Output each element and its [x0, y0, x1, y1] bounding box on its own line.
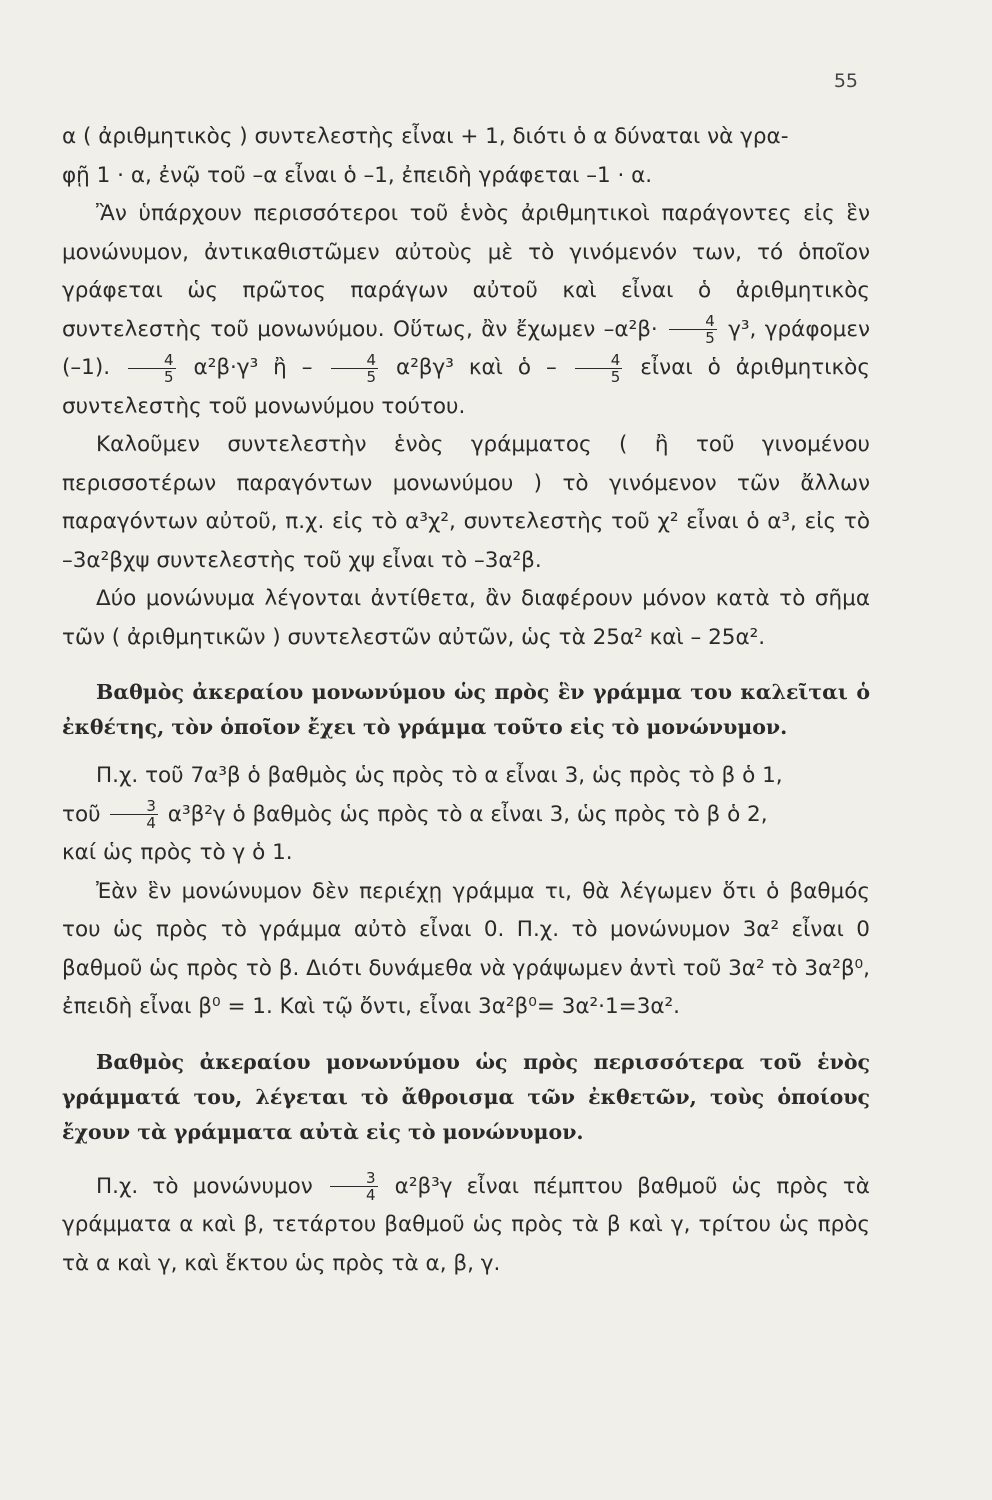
paragraph-5-line-1: Π.χ. τοῦ 7α³β ὁ βαθμὸς ὡς πρὸς τὸ α εἶναι 3, ὡς πρὸς τὸ β ὁ 1,	[96, 763, 783, 788]
definition-heading-1: Βαθμὸς ἀκεραίου μονωνύμου ὡς πρὸς ἓν γράμμα του καλεῖται ὁ ἐκθέτης, τὸν ὁποῖον ἔχει τὸ γράμμα τοῦτο εἰς τὸ μονώνυμον.	[62, 680, 870, 739]
paragraph-1	[62, 118, 870, 195]
fraction-denominator: 5	[610, 367, 621, 386]
fraction-denominator: 4	[365, 1186, 376, 1204]
fraction-numerator: 4	[331, 352, 379, 369]
paragraph-2-text-d: α²βγ³ καὶ ὁ –	[396, 355, 557, 380]
paragraph-6: Ἐὰν ἓν μονώνυμον δὲν περιέχῃ γράμμα τι, θὰ λέγωμεν ὅτι ὁ βαθμός του ὡς πρὸς τὸ γράμμα αὐτὸ εἶναι 0. Π.χ. τὸ μονώνυμον 3α² εἶναι 0 βαθμοῦ ὡς πρὸς τὸ β. Διότι δυνάμεθα νὰ γράψωμεν ἀντὶ τοῦ 3α² τὸ 3α²β⁰, ἐπειδὴ εἶναι β⁰ = 1. Καὶ τῷ ὄντι, εἶναι 3α²β⁰= 3α²·1=3α².	[62, 878, 870, 1019]
fraction-4-5	[669, 313, 717, 346]
definition-heading-2: Βαθμὸς ἀκεραίου μονωνύμου ὡς πρὸς περισσότερα τοῦ ἑνὸς γράμματά του, λέγεται τὸ ἄθροισμα τῶν ἐκθετῶν, τοὺς ὁποίους ἔχουν τὰ γράμματα αὐτὰ εἰς τὸ μονώνυμον.	[62, 1049, 870, 1144]
paragraph-5	[62, 757, 870, 873]
fraction-denominator: 5	[366, 367, 377, 386]
paragraph-2-text-b: γ³, γράφομεν (–1).	[62, 316, 870, 380]
paragraph-2-text-e: εἶναι ὁ ἀριθμητικὸς συντελεστὴς τοῦ μονωνύμου τούτου.	[62, 355, 870, 419]
fraction-3-4	[110, 798, 158, 831]
paragraph-7-text-a: Π.χ. τὸ μονώνυμον	[96, 1173, 313, 1199]
paragraph-1-line-1: α ( ἀριθμητικὸς ) συντελεστὴς εἶναι + 1, διότι ὁ α δύναται νὰ γρα-	[62, 124, 789, 149]
fraction-numerator: 3	[110, 798, 158, 815]
paragraph-5-text-b: α³β²γ ὁ βαθμὸς ὡς πρὸς τὸ α εἶναι 3, ὡς πρὸς τὸ β ὁ 2,	[167, 801, 768, 827]
paragraph-2-text-c: α²β·γ³ ἢ –	[193, 355, 313, 380]
fraction-numerator: 4	[669, 313, 717, 330]
fraction-numerator: 3	[330, 1170, 378, 1187]
fraction-3-4	[330, 1170, 378, 1203]
page-body	[62, 118, 870, 1283]
paragraph-5-line-3: καί ὡς πρὸς τὸ γ ὁ 1.	[62, 840, 293, 865]
fraction-numerator: 4	[575, 352, 623, 369]
fraction-denominator: 4	[146, 814, 156, 832]
fraction-denominator: 5	[164, 367, 174, 386]
fraction-numerator: 4	[128, 352, 176, 369]
paragraph-1-line-2: φῇ 1 · α, ἐνῷ τοῦ –α εἶναι ὁ –1, ἐπειδὴ γράφεται –1 · α.	[62, 162, 653, 188]
fraction-denominator: 5	[705, 329, 715, 347]
fraction-4-5	[128, 352, 176, 385]
paragraph-7-text-b: α²β³γ εἶναι πέμπτου βαθμοῦ ὡς πρὸς τὰ γράμματα α καὶ β, τετάρτου βαθμοῦ ὡς πρὸς τὰ β καὶ γ, τρίτου ὡς πρὸς τὰ α καὶ γ, καὶ ἕκτου ὡς πρὸς τὰ α, β, γ.	[62, 1173, 870, 1276]
page-number: 55	[833, 70, 858, 92]
fraction-4-5	[575, 352, 623, 385]
paragraph-3: Καλοῦμεν συντελεστὴν ἑνὸς γράμματος ( ἢ τοῦ γινομένου περισσοτέρων παραγόντων μονωνύμου ) τὸ γινόμενον τῶν ἄλλων παραγόντων αὐτοῦ, π.χ. εἰς τὸ α³χ², συντελεστὴς τοῦ χ² εἶναι ὁ α³, εἰς τὸ –3α²βχψ συντελεστὴς τοῦ χψ εἶναι τὸ –3α²β.	[62, 432, 870, 573]
fraction-4-5	[331, 352, 379, 385]
paragraph-4: Δύο μονώνυμα λέγονται ἀντίθετα, ἂν διαφέρουν μόνον κατὰ τὸ σῆμα τῶν ( ἀριθμητικῶν ) συντελεστῶν αὐτῶν, ὡς τὰ 25α² καὶ – 25α².	[62, 586, 870, 650]
paragraph-5-text-a: τοῦ	[62, 801, 101, 827]
paragraph-2-text-a: Ἂν ὑπάρχουν περισσότεροι τοῦ ἑνὸς ἀριθμητικοὶ παράγοντες εἰς ἓν μονώνυμον, ἀντικαθιστῶμεν αὐτοὺς μὲ τὸ γινόμενόν των, τό ὁποῖον γράφεται ὡς πρῶτος παράγων αὐτοῦ καὶ εἶναι ὁ ἀριθμητικὸς συντελεστὴς τοῦ μονωνύμου. Οὕτως, ἂν ἔχωμεν –α²β·	[62, 201, 870, 342]
paragraph-7	[62, 1168, 870, 1284]
paragraph-2	[62, 195, 870, 426]
